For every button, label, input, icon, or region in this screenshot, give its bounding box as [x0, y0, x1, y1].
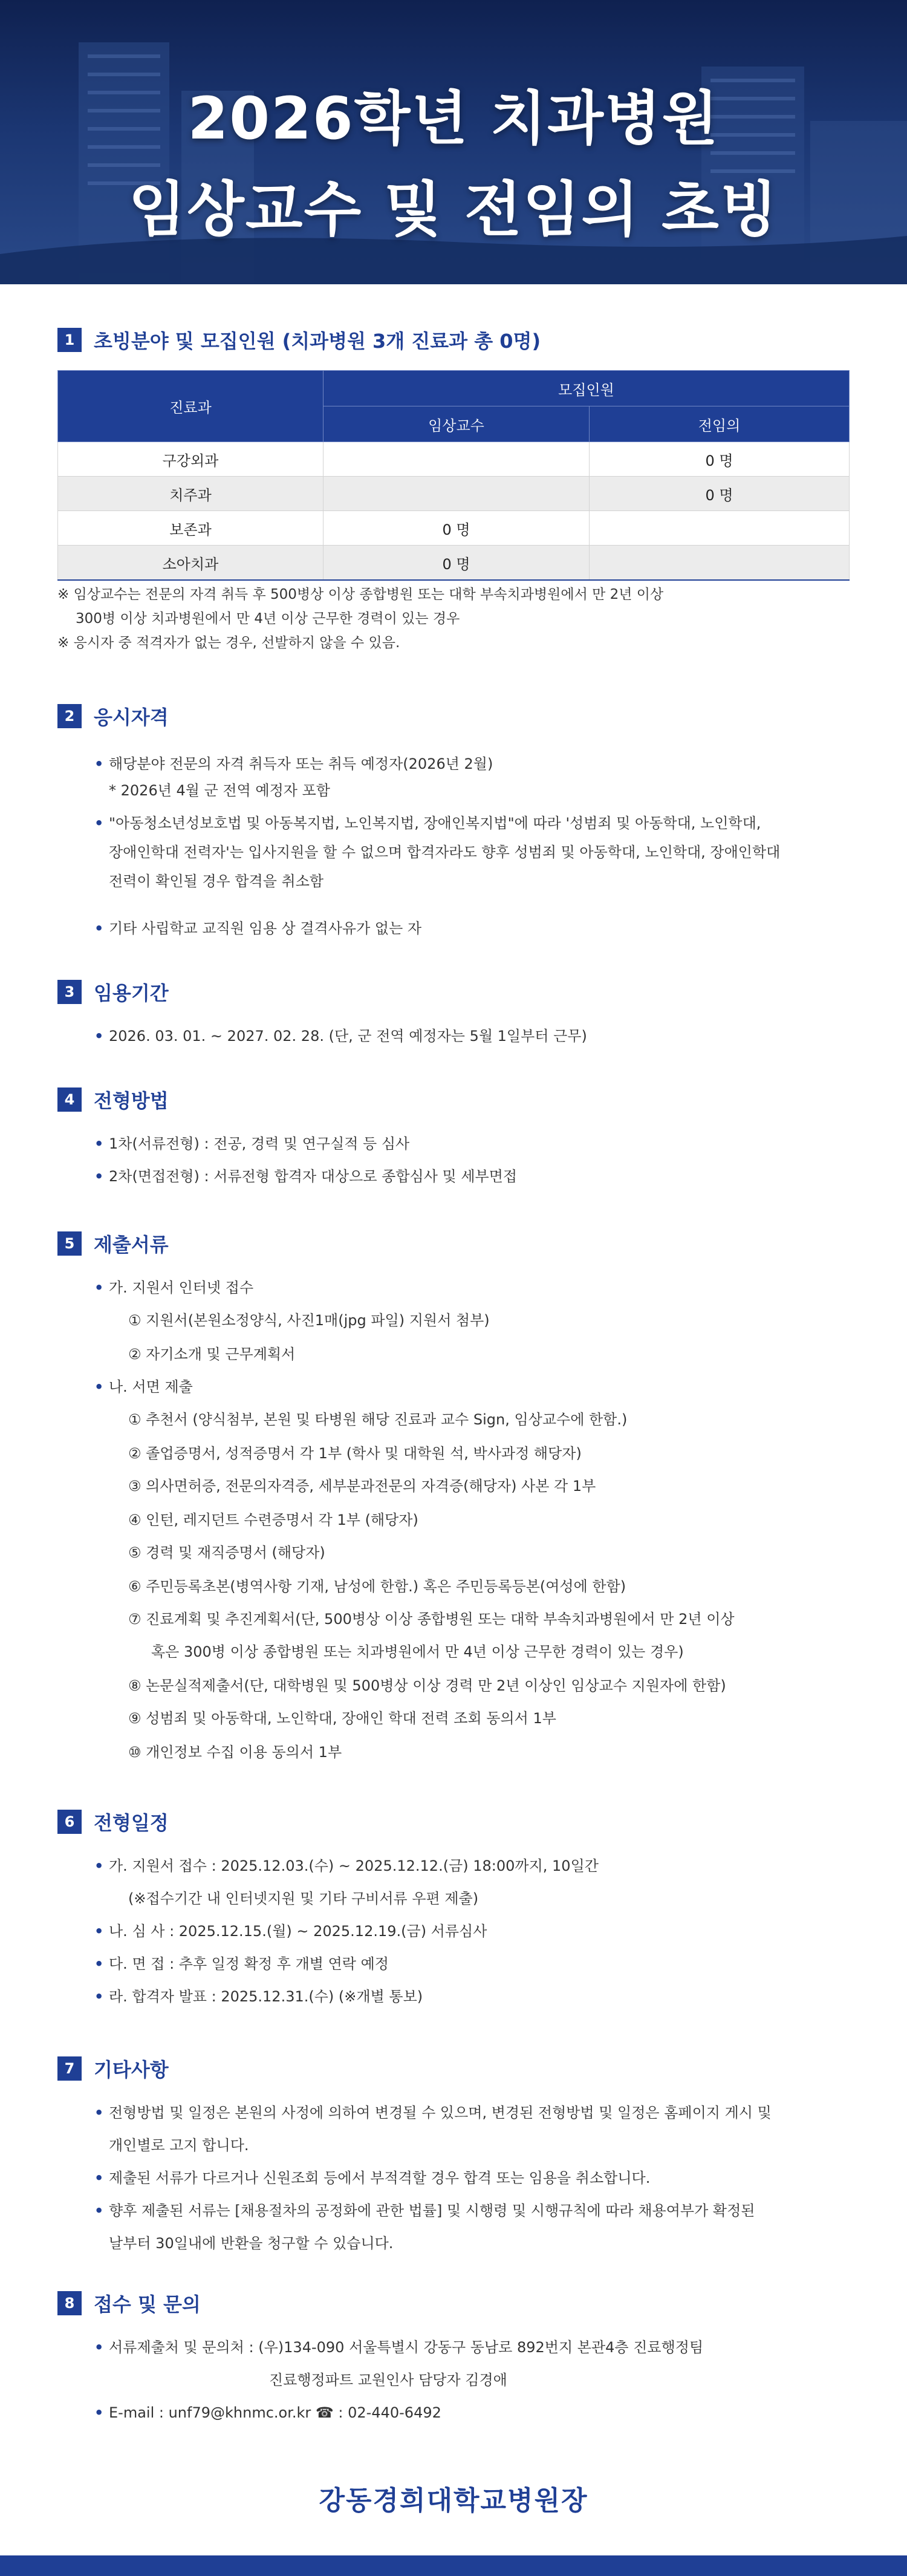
- qual-item-3: • 기타 사립학교 교직원 임용 상 결격사유가 없는 자: [109, 917, 421, 940]
- section-title: 기타사항: [94, 2058, 169, 2081]
- contact-address: • 서류제출처 및 문의처 : (우)134-090 서울특별시 강동구 동남로 892번지 본관4층 진료행정팀: [109, 2336, 703, 2359]
- section-5-header: [57, 1230, 169, 1257]
- note-1: ※ 임상교수는 전문의 자격 취득 후 500병상 이상 종합병원 또는 대학 부속치과병원에서 만 2년 이상: [57, 587, 664, 602]
- contact-person: 진료행정파트 교원인사 담당자 김경애: [269, 2372, 507, 2389]
- hero-title-line1: 2026학년 치과병원: [187, 85, 720, 152]
- section-number: 4: [57, 1087, 82, 1112]
- etc-item-3: • 향후 제출된 서류는 [채용절차의 공정화에 관한 법률] 및 시행령 및 시행규칙에 따라 채용여부가 확정된: [109, 2199, 755, 2222]
- section-2-header: [57, 703, 169, 729]
- section-number: 6: [57, 1810, 82, 1834]
- docs-group-na: • 나. 서면 제출: [109, 1375, 193, 1398]
- cell-clinical: [323, 477, 590, 511]
- table-row: [58, 477, 850, 511]
- etc-item-1: • 전형방법 및 일정은 본원의 사정에 의하여 변경될 수 있으며, 변경된 전형방법 및 일정은 홈페이지 게시 및: [109, 2101, 772, 2124]
- schedule-item-na: • 나. 심 사 : 2025.12.15.(월) ~ 2025.12.19.(금) 서류심사: [109, 1920, 487, 1943]
- docs-item: ② 자기소개 및 근무계획서: [128, 1346, 296, 1363]
- docs-item: ⑩ 개인정보 수집 이용 동의서 1부: [128, 1744, 342, 1761]
- footer-bar: [0, 2555, 907, 2576]
- docs-item: ① 지원서(본원소정양식, 사진1매(jpg 파일) 지원서 첨부): [128, 1312, 490, 1329]
- etc-item-1-cont: 개인별로 고지 합니다.: [109, 2137, 249, 2154]
- cell-fellow: 0 명: [590, 442, 850, 477]
- qual-item-2-line3: 전력이 확인될 경우 합격을 취소함: [109, 873, 324, 890]
- qual-item-1-sub: * 2026년 4월 군 전역 예정자 포함: [109, 782, 330, 799]
- section-8-header: [57, 2290, 201, 2317]
- cell-dept: 보존과: [58, 511, 323, 546]
- etc-item-3-cont: 날부터 30일내에 반환을 청구할 수 있습니다.: [109, 2235, 394, 2252]
- header-recruit: 모집인원: [323, 371, 850, 406]
- hero-title-line2: 임상교수 및 전임의 초빙: [128, 175, 779, 244]
- cell-clinical: 0 명: [323, 511, 590, 546]
- etc-item-2: • 제출된 서류가 다르거나 신원조회 등에서 부적격할 경우 합격 또는 임용을 취소합니다.: [109, 2167, 650, 2190]
- docs-item: ① 추천서 (양식첨부, 본원 및 타병원 해당 진료과 교수 Sign, 임상교수에 한함.): [128, 1411, 628, 1428]
- hero-banner: [0, 0, 907, 284]
- section-number: 5: [57, 1231, 82, 1256]
- section-title: 임용기간: [94, 982, 169, 1005]
- note-2: ※ 응시자 중 적격자가 없는 경우, 선발하지 않을 수 있음.: [57, 635, 400, 651]
- section-title: 접수 및 문의: [94, 2293, 201, 2316]
- method-item-1: • 1차(서류전형) : 전공, 경력 및 연구실적 등 심사: [109, 1132, 409, 1155]
- schedule-item-da: • 다. 면 접 : 추후 일정 확정 후 개별 연락 예정: [109, 1952, 389, 1975]
- cell-fellow: [590, 546, 850, 581]
- docs-item: ② 졸업증명서, 성적증명서 각 1부 (학사 및 대학원 석, 박사과정 해당자): [128, 1445, 582, 1462]
- docs-item: ③ 의사면허증, 전문의자격증, 세부분과전문의 자격증(해당자) 사본 각 1부: [128, 1478, 596, 1495]
- section-7-header: [57, 2055, 169, 2082]
- docs-item: ⑤ 경력 및 재직증명서 (해당자): [128, 1544, 325, 1561]
- docs-item-cont: 혹은 300병 이상 종합병원 또는 치과병원에서 만 4년 이상 근무한 경력이 있는 경우): [151, 1643, 684, 1660]
- table-row: [58, 442, 850, 477]
- section-title: 초빙분야 및 모집인원 (치과병원 3개 진료과 총 0명): [94, 330, 541, 353]
- section-title: 응시자격: [94, 706, 169, 729]
- cell-clinical: 0 명: [323, 546, 590, 581]
- section-title: 제출서류: [94, 1233, 169, 1256]
- note-1-cont: 300병 이상 치과병원에서 만 4년 이상 근무한 경력이 있는 경우: [76, 611, 460, 627]
- schedule-item-ra: • 라. 합격자 발표 : 2025.12.31.(수) (※개별 통보): [109, 1985, 423, 2008]
- docs-item: ⑨ 성범죄 및 아동학대, 노인학대, 장애인 학대 전력 조회 동의서 1부: [128, 1710, 556, 1727]
- cell-fellow: [590, 511, 850, 546]
- qual-item-2: • "아동청소년성보호법 및 아동복지법, 노인복지법, 장애인복지법"에 따라 '성범죄 및 아동학대, 노인학대,: [109, 812, 761, 835]
- cell-clinical: [323, 442, 590, 477]
- section-number: 1: [57, 328, 82, 352]
- qual-item-2-line2: 장애인학대 전력자'는 입사지원을 할 수 없으며 합격자라도 향후 성범죄 및 아동학대, 노인학대, 장애인학대: [109, 844, 781, 861]
- section-title: 전형일정: [94, 1811, 169, 1834]
- qual-item-1: • 해당분야 전문의 자격 취득자 또는 취득 예정자(2026년 2월): [109, 752, 493, 775]
- cell-dept: 구강외과: [58, 442, 323, 477]
- section-number: 7: [57, 2056, 82, 2081]
- header-clinical: 임상교수: [323, 406, 590, 442]
- docs-item: ④ 인턴, 레지던트 수련증명서 각 1부 (해당자): [128, 1511, 418, 1528]
- section-title: 전형방법: [94, 1089, 169, 1112]
- table-header-row: [58, 371, 850, 406]
- docs-item: ⑧ 논문실적제출서(단, 대학병원 및 500병상 이상 경력 만 2년 이상인 임상교수 지원자에 한함): [128, 1677, 726, 1694]
- docs-item: ⑦ 진료계획 및 추진계획서(단, 500병상 이상 종합병원 또는 대학 부속치과병원에서 만 2년 이상: [128, 1611, 735, 1628]
- header-dept: 진료과: [58, 371, 323, 442]
- section-number: 2: [57, 704, 82, 728]
- contact-email-phone[interactable]: • E-mail : unf79@khnmc.or.kr ☎ : 02-440-6492: [109, 2401, 441, 2424]
- recruit-table: [57, 370, 850, 581]
- section-number: 8: [57, 2291, 82, 2315]
- table-row: [58, 546, 850, 581]
- docs-group-ga: • 가. 지원서 인터넷 접수: [109, 1276, 253, 1299]
- section-1-header: [57, 327, 541, 353]
- table-row: [58, 511, 850, 546]
- cell-dept: 소아치과: [58, 546, 323, 581]
- hospital-director-signature: 강동경희대학교병원장: [319, 2485, 588, 2516]
- method-item-2: • 2차(면접전형) : 서류전형 합격자 대상으로 종합심사 및 세부면접: [109, 1165, 517, 1188]
- section-3-header: [57, 979, 169, 1005]
- section-6-header: [57, 1808, 169, 1835]
- term-item-1: • 2026. 03. 01. ~ 2027. 02. 28. (단, 군 전역 예정자는 5월 1일부터 근무): [109, 1025, 587, 1048]
- section-number: 3: [57, 980, 82, 1004]
- cell-fellow: 0 명: [590, 477, 850, 511]
- cell-dept: 치주과: [58, 477, 323, 511]
- docs-item: ⑥ 주민등록초본(병역사항 기재, 남성에 한함.) 혹은 주민등록등본(여성에 한함): [128, 1578, 626, 1595]
- schedule-item-ga: • 가. 지원서 접수 : 2025.12.03.(수) ~ 2025.12.12.(금) 18:00까지, 10일간: [109, 1854, 599, 1877]
- header-fellow: 전임의: [590, 406, 850, 442]
- section-4-header: [57, 1086, 169, 1113]
- schedule-item-ga-sub: (※접수기간 내 인터넷지원 및 기타 구비서류 우편 제출): [128, 1890, 479, 1907]
